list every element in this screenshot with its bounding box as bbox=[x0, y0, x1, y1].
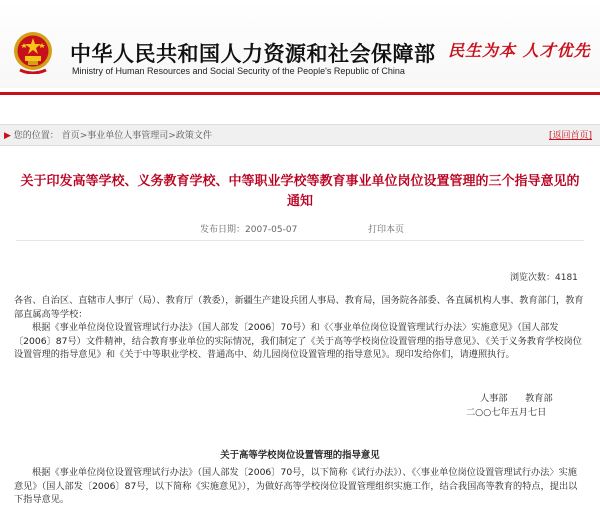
breadcrumb-separator: > bbox=[168, 131, 176, 141]
article-meta bbox=[0, 222, 600, 236]
section-paragraph: 根据《事业单位岗位设置管理试行办法》（国人部发〔2006〕70号，以下简称《试行办法》）、《〈事业单位岗位设置管理试行办法〉实施意见》（国人部发〔2006〕87号，以下简称《实施意见》），为做好高等学校岗位设置管理组织实施工作，结合我国高等教育的特点，提出以下指导意见。 bbox=[14, 467, 578, 506]
signers: 人事部 教育部 bbox=[480, 393, 553, 404]
publish-date: 发布日期：2007-05-07 bbox=[200, 225, 298, 235]
article-title: 关于印发高等学校、义务教育学校、中等职业学校等教育事业单位岗位设置管理的三个指导意见的通知 bbox=[20, 174, 580, 209]
site-header bbox=[0, 0, 600, 88]
breadcrumb-separator: > bbox=[79, 131, 88, 141]
view-count: 浏览次数：4181 bbox=[510, 273, 578, 283]
back-home-link[interactable]: [返回首页] bbox=[548, 131, 592, 141]
article-body bbox=[14, 294, 586, 362]
addressee-paragraph: 各省、自治区、直辖市人事厅（局）、教育厅（教委），新疆生产建设兵团人事局、教育局，国务院各部委、各直属机构人事、教育部门，教育部直属高等学校： bbox=[14, 295, 584, 320]
breadcrumb-bar bbox=[0, 124, 600, 146]
breadcrumb-dept-link[interactable]: 事业单位人事管理司 bbox=[87, 131, 169, 141]
print-page-link[interactable]: 打印本页 bbox=[368, 225, 405, 235]
ministry-name-en: Ministry of Human Resources and Social Security of the People's Republic of China bbox=[72, 66, 405, 76]
section-body bbox=[14, 466, 586, 507]
meta-divider bbox=[16, 240, 584, 241]
breadcrumb-policy-link[interactable]: 政策文件 bbox=[175, 131, 212, 141]
sign-date: 二○○七年五月七日 bbox=[466, 406, 547, 418]
header-divider bbox=[0, 92, 600, 95]
signature-block bbox=[466, 392, 553, 419]
ministry-motto: 民生为本 人才优先 bbox=[448, 41, 591, 60]
breadcrumb-label: 您的位置： bbox=[13, 131, 59, 141]
body-paragraph: 根据《事业单位岗位设置管理试行办法》（国人部发〔2006〕70号）和《〈事业单位岗位设置管理试行办法〉实施意见》（国人部发〔2006〕87号）文件精神，结合教育事业单位的实际情况，我们制定了《关于高等学校岗位设置管理的指导意见》、《关于义务教育学校岗位设置管理的指导意见》和《关于中等职业学校、普通高中、幼儿园岗位设置管理的指导意见》。现印发给你们，请遵照执行。 bbox=[14, 322, 582, 361]
ministry-name-cn: 中华人民共和国人力资源和社会保障部 bbox=[70, 41, 436, 66]
breadcrumb bbox=[4, 128, 212, 141]
section-subtitle: 关于高等学校岗位设置管理的指导意见 bbox=[220, 450, 380, 461]
national-emblem-icon bbox=[12, 30, 54, 74]
breadcrumb-marker-icon: ▶ bbox=[4, 131, 11, 141]
breadcrumb-home-link[interactable]: 首页 bbox=[61, 131, 80, 141]
